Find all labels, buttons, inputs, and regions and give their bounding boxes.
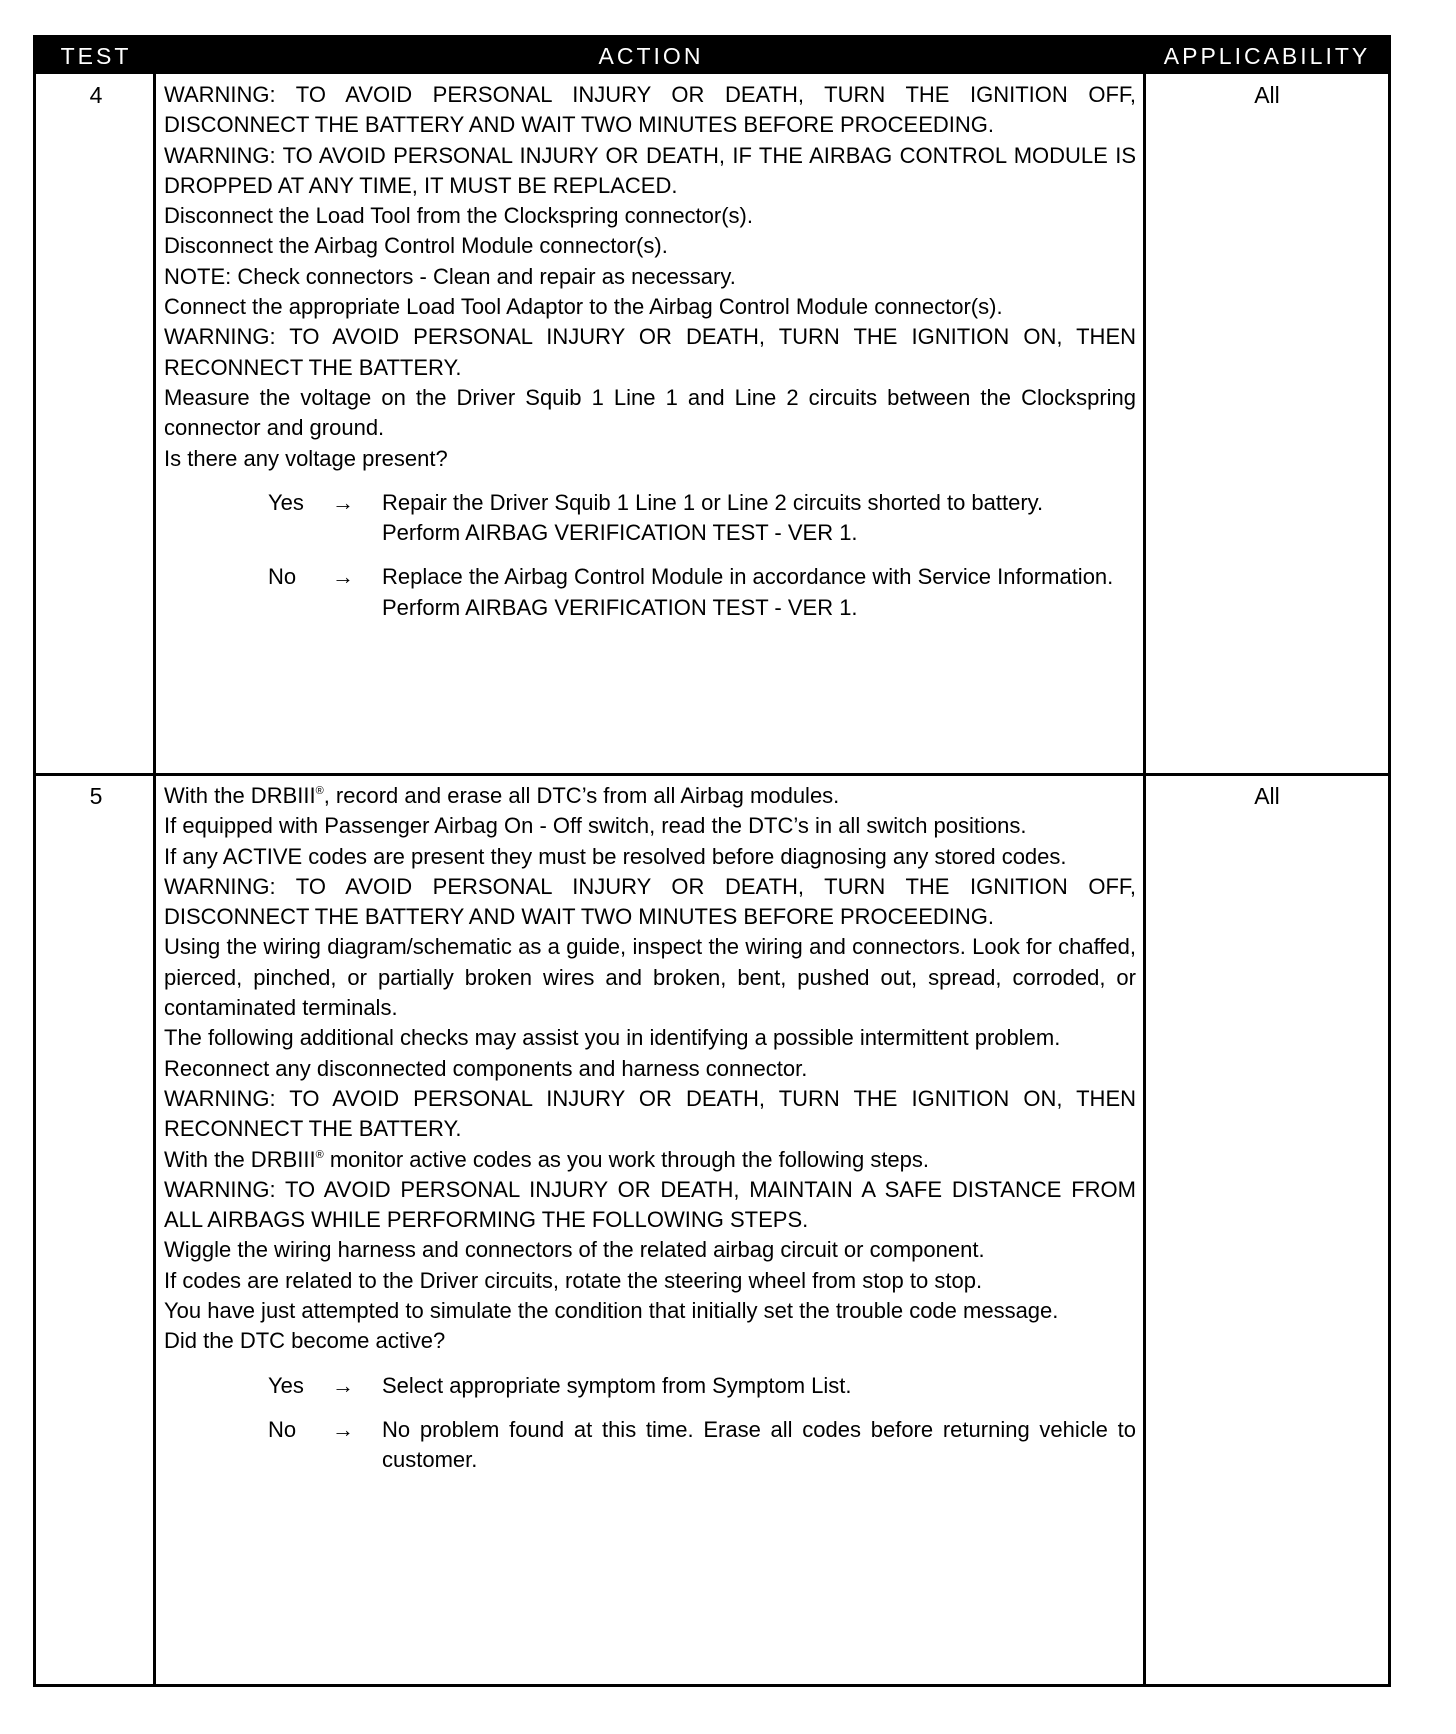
- action-line: WARNING: TO AVOID PERSONAL INJURY OR DEATH, TURN THE IGNITION OFF, DISCONNECT THE BATTERY AND WAIT TWO MINUTES BEFORE PROCEEDING.: [164, 873, 1136, 930]
- action-line: If any ACTIVE codes are present they must be resolved before diagnosing any stored codes.: [164, 843, 1067, 869]
- action-line: Did the DTC become active?: [164, 1328, 446, 1354]
- row-divider: [36, 773, 1388, 776]
- result-yes: [164, 1371, 1136, 1401]
- action-line: Measure the voltage on the Driver Squib 1 Line 1 and Line 2 circuits between the Clockspring connector and ground.: [164, 384, 1136, 441]
- header-test: TEST: [60, 43, 132, 69]
- result-label: Yes: [268, 1372, 304, 1398]
- action-line: Is there any voltage present?: [164, 445, 448, 471]
- action-line: If equipped with Passenger Airbag On - Off switch, read the DTC’s in all switch positions.: [164, 813, 1027, 839]
- action-line: WARNING: TO AVOID PERSONAL INJURY OR DEATH, IF THE AIRBAG CONTROL MODULE IS DROPPED AT ANY TIME, IT MUST BE REPLACED.: [164, 142, 1136, 198]
- result-text: Perform AIRBAG VERIFICATION TEST - VER 1.: [382, 594, 858, 620]
- action-line: With the DRBIII®, record and erase all DTC’s from all Airbag modules.: [164, 783, 840, 808]
- arrow-icon: →: [332, 1416, 354, 1442]
- result-yes: [164, 488, 1136, 549]
- action-line: Using the wiring diagram/schematic as a guide, inspect the wiring and connectors. Look for chaffed, pierced, pinched, or partially broken wires and broken, bent, pushed out, spread, corroded, or contaminated terminals.: [164, 934, 1136, 1021]
- action-line: WARNING: TO AVOID PERSONAL INJURY OR DEATH, MAINTAIN A SAFE DISTANCE FROM ALL AIRBAGS WHILE PERFORMING THE FOLLOWING STEPS.: [164, 1176, 1136, 1233]
- action-line: If codes are related to the Driver circuits, rotate the steering wheel from stop to stop.: [164, 1267, 983, 1293]
- test-number: 5: [89, 783, 103, 809]
- action-line: The following additional checks may assist you in identifying a possible intermittent problem.: [164, 1025, 1061, 1051]
- result-text: Repair the Driver Squib 1 Line 1 or Line 2 circuits shorted to battery.: [382, 489, 1044, 515]
- result-text: No problem found at this time. Erase all codes before returning vehicle to customer.: [382, 1416, 1136, 1473]
- applicability-value: All: [1254, 783, 1280, 809]
- action-line: Disconnect the Airbag Control Module connector(s).: [164, 233, 668, 259]
- header-action: ACTION: [598, 43, 704, 69]
- arrow-icon: →: [332, 489, 354, 515]
- arrow-icon: →: [332, 1372, 354, 1398]
- column-divider: [153, 74, 156, 1684]
- result-label: No: [268, 564, 297, 590]
- action-line: You have just attempted to simulate the condition that initially set the trouble code message.: [164, 1298, 1059, 1324]
- column-divider: [1143, 74, 1146, 1684]
- registered-mark: ®: [315, 1148, 324, 1161]
- action-line: Disconnect the Load Tool from the Clockspring connector(s).: [164, 203, 753, 229]
- table-header: [36, 38, 1388, 74]
- result-text: Select appropriate symptom from Symptom List.: [382, 1372, 852, 1398]
- result-no: [164, 562, 1136, 623]
- result-text: Perform AIRBAG VERIFICATION TEST - VER 1.: [382, 520, 858, 546]
- result-label: No: [268, 1416, 297, 1442]
- header-applicability: APPLICABILITY: [1163, 43, 1371, 69]
- action-line: NOTE: Check connectors - Clean and repair as necessary.: [164, 263, 736, 289]
- action-cell: [164, 80, 1136, 623]
- action-line: WARNING: TO AVOID PERSONAL INJURY OR DEATH, TURN THE IGNITION ON, THEN RECONNECT THE BATTERY.: [164, 1085, 1136, 1142]
- result-no: [164, 1415, 1136, 1476]
- result-text: Replace the Airbag Control Module in accordance with Service Information.: [382, 564, 1114, 590]
- action-line: Connect the appropriate Load Tool Adaptor to the Airbag Control Module connector(s).: [164, 294, 1003, 320]
- applicability-value: All: [1254, 82, 1280, 108]
- registered-mark: ®: [315, 785, 324, 797]
- test-number: 4: [89, 82, 103, 108]
- diagnostic-table: [33, 35, 1391, 1687]
- action-line: WARNING: TO AVOID PERSONAL INJURY OR DEATH, TURN THE IGNITION ON, THEN RECONNECT THE BATTERY.: [164, 324, 1136, 380]
- action-line: Wiggle the wiring harness and connectors of the related airbag circuit or component.: [164, 1237, 985, 1263]
- arrow-icon: →: [332, 564, 354, 590]
- action-cell: [164, 781, 1136, 1476]
- result-label: Yes: [268, 489, 304, 515]
- action-line: With the DRBIII® monitor active codes as you work through the following steps.: [164, 1146, 930, 1172]
- action-line: WARNING: TO AVOID PERSONAL INJURY OR DEATH, TURN THE IGNITION OFF, DISCONNECT THE BATTERY AND WAIT TWO MINUTES BEFORE PROCEEDING.: [164, 82, 1136, 138]
- action-line: Reconnect any disconnected components and harness connector.: [164, 1055, 808, 1081]
